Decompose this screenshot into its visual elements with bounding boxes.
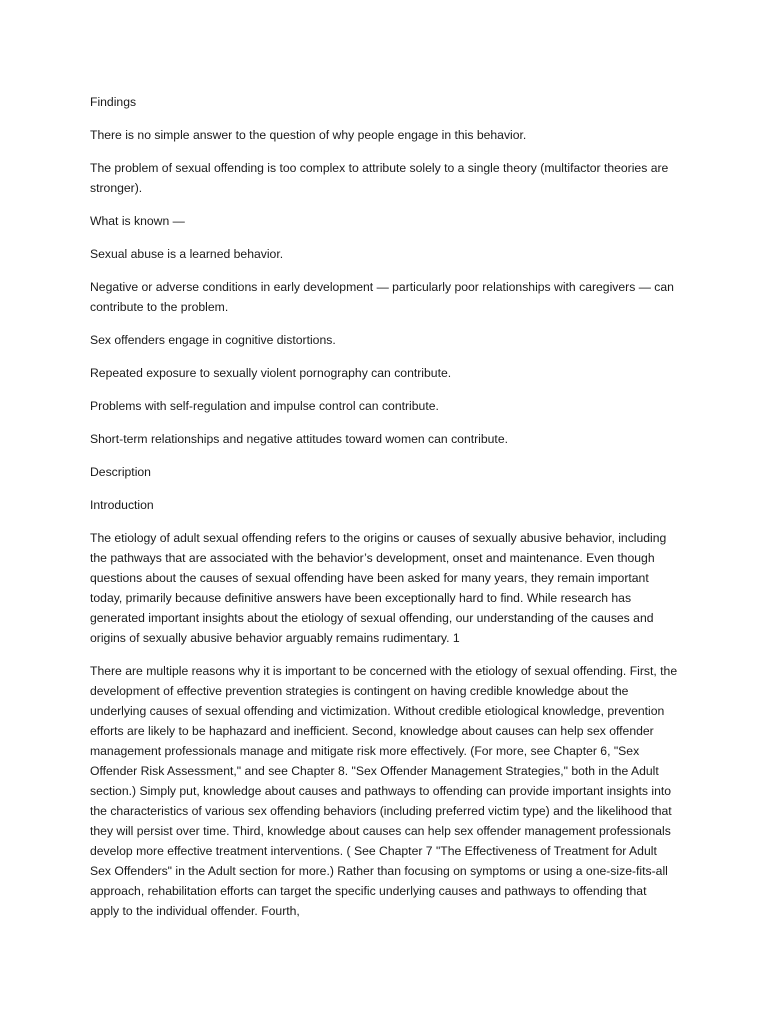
- heading-description: Description: [90, 465, 151, 479]
- finding-paragraph: Negative or adverse conditions in early development — particularly poor relationships with caregivers — can contribute to the problem.: [90, 280, 674, 314]
- body-paragraph: The etiology of adult sexual offending refers to the origins or causes of sexually abusive behavior, including the pathways that are associated with the behavior’s development, onset and maintenance. Even though questions about the causes of sexual offending have been asked for many years, they remain important today, primarily because definitive answers have been exceptionally hard to find. While research has generated important insights about the etiology of sexual offending, our understanding of the causes and origins of sexually abusive behavior arguably remains rudimentary. 1: [90, 531, 667, 645]
- document-page: [90, 92, 678, 934]
- finding-paragraph: Sexual abuse is a learned behavior.: [90, 247, 284, 261]
- finding-paragraph: Short-term relationships and negative attitudes toward women can contribute.: [90, 432, 508, 446]
- finding-paragraph: There is no simple answer to the question of why people engage in this behavior.: [90, 128, 527, 142]
- heading-findings: Findings: [90, 95, 137, 109]
- heading-introduction: Introduction: [90, 498, 154, 512]
- finding-paragraph: The problem of sexual offending is too complex to attribute solely to a single theory (multifactor theories are stronger).: [90, 161, 669, 195]
- body-paragraph: There are multiple reasons why it is important to be concerned with the etiology of sexual offending. First, the development of effective prevention strategies is contingent on having credible knowledge about the underlying causes of sexual offending and victimization. Without credible etiological knowledge, prevention efforts are likely to be haphazard and inefficient. Second, knowledge about causes can help sex offender management professionals manage and mitigate risk more effectively. (For more, see Chapter 6, "Sex Offender Risk Assessment," and see Chapter 8. "Sex Offender Management Strategies," both in the Adult section.) Simply put, knowledge about causes and pathways to offending can provide important insights into the characteristics of various sex offending behaviors (including preferred victim type) and the likelihood that they will persist over time. Third, knowledge about causes can help sex offender management professionals develop more effective treatment interventions. ( See Chapter 7 "The Effectiveness of Treatment for Adult Sex Offenders" in the Adult section for more.) Rather than focusing on symptoms or using a one-size-fits-all approach, rehabilitation efforts can target the specific underlying causes and pathways to offending that apply to the individual offender. Fourth,: [90, 664, 678, 918]
- finding-paragraph: Problems with self-regulation and impulse control can contribute.: [90, 399, 439, 413]
- what-is-known-label: What is known —: [90, 214, 185, 228]
- finding-paragraph: Sex offenders engage in cognitive distortions.: [90, 333, 336, 347]
- finding-paragraph: Repeated exposure to sexually violent pornography can contribute.: [90, 366, 452, 380]
